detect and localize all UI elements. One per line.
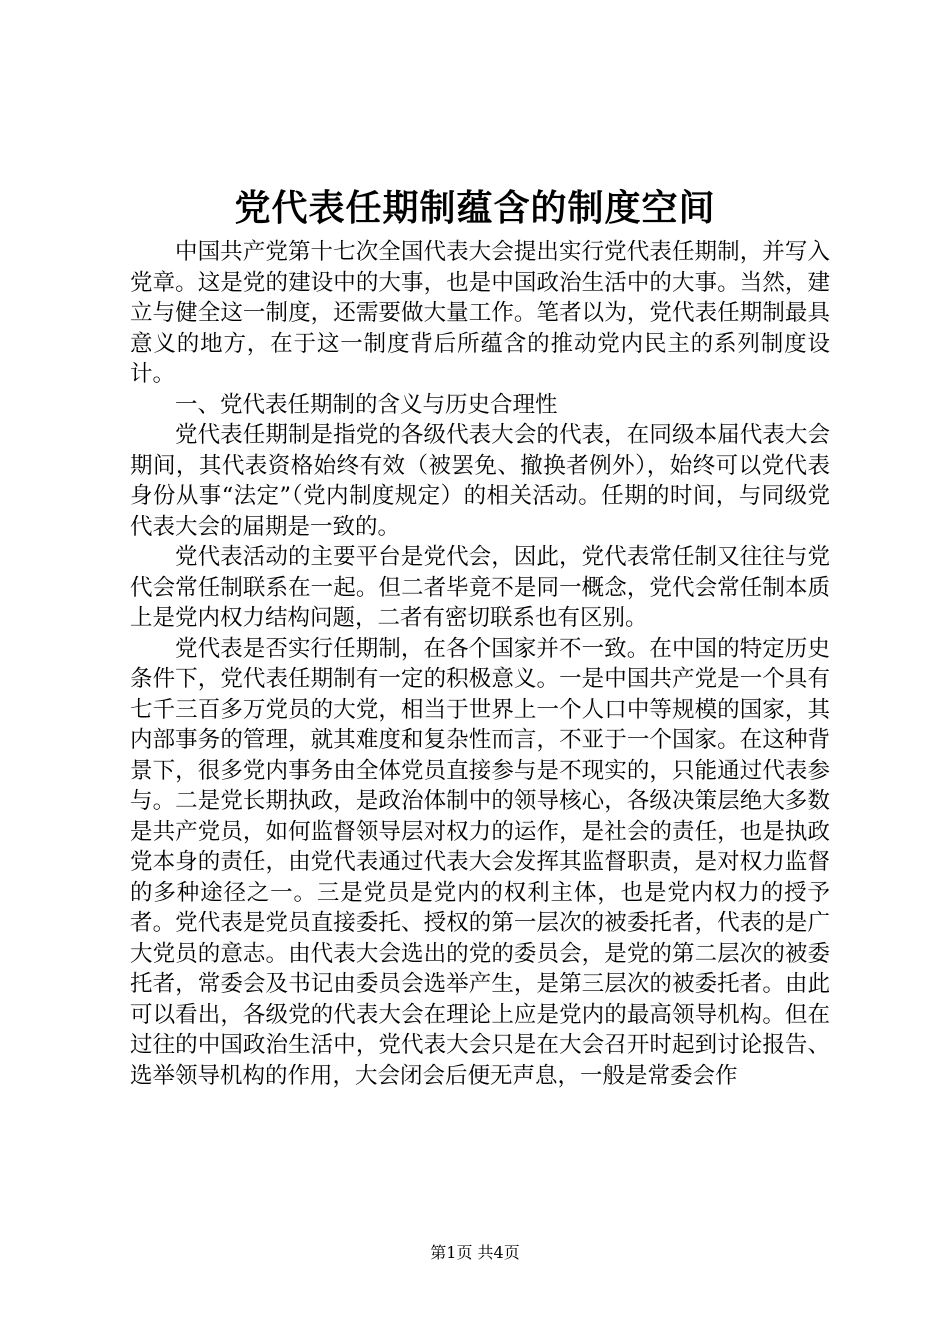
paragraph-intro: 中国共产党第十七次全国代表大会提出实行党代表任期制，并写入党章。这是党的建设中的大事，也是中国政治生活中的大事。当然，建立与健全这一制度，还需要做大量工作。笔者以为，党代表任期制最具意义的地方，在于这一制度背后所蕴含的推动党内民主的系列制度设计。 — [130, 239, 830, 387]
paragraph-definition: 党代表任期制是指党的各级代表大会的代表，在同级本届代表大会期间，其代表资格始终有效（被罢免、撤换者例外），始终可以党代表身份从事“法定”（党内制度规定）的相关活动。任期的时间，与同级党代表大会的届期是一致的。 — [130, 422, 830, 540]
document-body — [130, 237, 830, 1091]
section-heading: 一、党代表任期制的含义与历史合理性 — [175, 391, 558, 418]
paragraph-platform: 党代表活动的主要平台是党代会，因此，党代表常任制又往往与党代会常任制联系在一起。但二者毕竟不是同一概念，党代会常任制本质上是党内权力结构问题，二者有密切联系也有区别。 — [130, 544, 830, 631]
paragraph-significance: 党代表是否实行任期制，在各个国家并不一致。在中国的特定历史条件下，党代表任期制有一定的积极意义。一是中国共产党是一个具有七千三百多万党员的大党，相当于世界上一个人口中等规模的国家，其内部事务的管理，就其难度和复杂性而言，不亚于一个国家。在这种背景下，很多党内事务由全体党员直接参与是不现实的，只能通过代表参与。二是党长期执政，是政治体制中的领导核心，各级决策层绝大多数是共产党员，如何监督领导层对权力的运作，是社会的责任，也是执政党本身的责任，由党代表通过代表大会发挥其监督职责，是对权力监督的多种途径之一。三是党员是党内的权利主体，也是党内权力的授予者。党代表是党员直接委托、授权的第一层次的被委托者，代表的是广大党员的意志。由代表大会选出的党的委员会，是党的第二层次的被委托者，常委会及书记由委员会选举产生，是第三层次的被委托者。由此可以看出，各级党的代表大会在理论上应是党内的最高领导机构。但在过往的中国政治生活中，党代表大会只是在大会召开时起到讨论报告、选举领导机构的作用，大会闭会后便无声息，一般是常委会作 — [130, 635, 830, 1089]
document-title: 党代表任期制蕴含的制度空间 — [234, 187, 716, 229]
page-footer: 第1页 共4页 — [430, 1243, 520, 1262]
